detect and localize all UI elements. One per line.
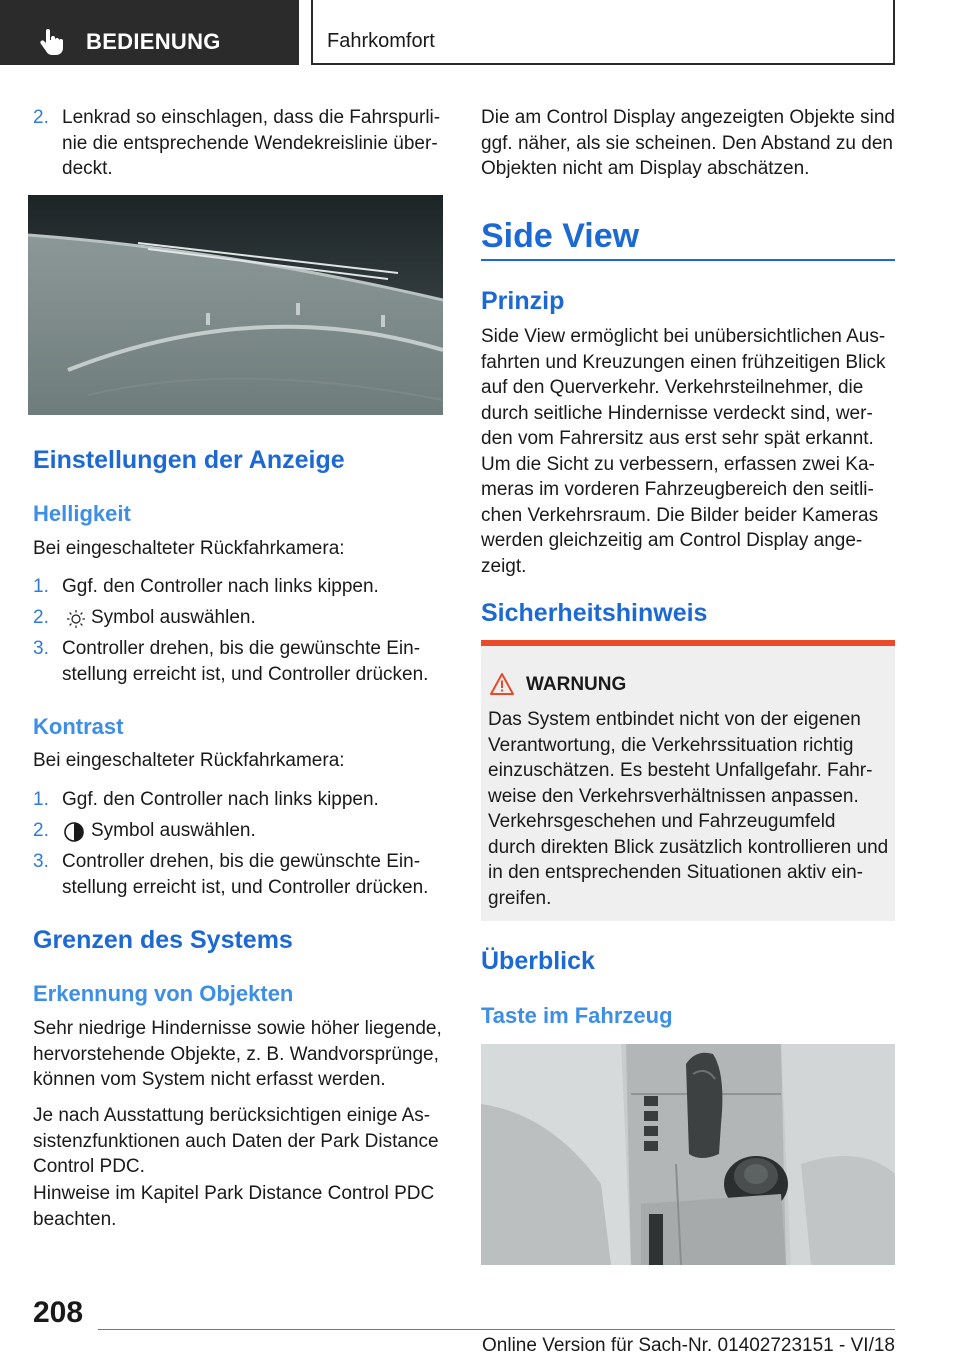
heading-side-view: Side View bbox=[481, 217, 640, 255]
text-line: können vom System nicht erfasst werden. bbox=[33, 1069, 386, 1090]
text-line: stellung erreicht ist, und Controller drücken. bbox=[62, 876, 429, 898]
step-text bbox=[62, 849, 447, 900]
contrast-icon bbox=[63, 821, 85, 843]
text-line: chen Verkehrsraum. Die Bilder beider Kameras bbox=[481, 504, 879, 526]
text-line: Objekten nicht am Display abschätzen. bbox=[481, 158, 810, 179]
sun-icon bbox=[66, 609, 86, 629]
text-line: Hinweise im Kapitel Park Distance Control PDC bbox=[33, 1183, 435, 1204]
heading-overview: Überblick bbox=[481, 947, 595, 975]
heading-limits: Grenzen des Systems bbox=[33, 926, 293, 954]
text-line: Sehr niedrige Hindernisse sowie höher liegende, bbox=[33, 1018, 442, 1039]
step-text bbox=[62, 636, 447, 687]
text-line: Das System entbindet nicht von der eigenen bbox=[488, 709, 861, 730]
detection-paragraph-2 bbox=[33, 1103, 453, 1180]
step-text: Ggf. den Controller nach links kippen. bbox=[62, 576, 379, 597]
section-label: BEDIENUNG bbox=[86, 29, 221, 54]
text-line: greifen. bbox=[488, 887, 552, 909]
step-number: 2. bbox=[33, 607, 49, 628]
warning-text bbox=[488, 707, 892, 911]
step-number: 2. bbox=[33, 107, 49, 128]
warning-box bbox=[481, 640, 895, 921]
step-number: 2. bbox=[33, 820, 49, 841]
text-line: stellung erreicht ist, und Controller drücken. bbox=[62, 663, 429, 685]
text-line: Control PDC. bbox=[33, 1156, 145, 1177]
text-line: auf den Querverkehr. Verkehrsteilnehmer, die bbox=[481, 377, 864, 398]
text-line: beachten. bbox=[33, 1208, 117, 1230]
heading-contrast: Kontrast bbox=[33, 714, 124, 739]
text-line: durch direkten Blick zusätzlich kontrollieren und bbox=[488, 836, 889, 858]
step-number: 3. bbox=[33, 851, 49, 872]
chapter-label: Fahrkomfort bbox=[327, 30, 435, 52]
heading-principle: Prinzip bbox=[481, 287, 565, 315]
text-line: Verantwortung, die Verkehrssituation richtig bbox=[488, 734, 854, 756]
text-line: Controller drehen, bis die gewünschte Ein‐ bbox=[62, 851, 421, 872]
text-line: einzuschätzen. Es besteht Unfallgefahr. Fahr‐ bbox=[488, 760, 873, 781]
text-line: Um die Sicht zu verbessern, erfassen zwei Ka‐ bbox=[481, 453, 875, 475]
header-chapter-tab bbox=[311, 0, 895, 65]
step-text: Symbol auswählen. bbox=[91, 607, 256, 628]
online-version-note: Online Version für Sach-Nr. 01402723151 - VI/18 bbox=[482, 1335, 895, 1356]
footer-rule bbox=[98, 1329, 895, 1330]
brightness-intro: Bei eingeschalteter Rückfahrkamera: bbox=[33, 538, 345, 559]
step-number: 1. bbox=[33, 576, 49, 597]
heading-brightness: Helligkeit bbox=[33, 501, 131, 526]
header-section-tab bbox=[0, 0, 299, 65]
text-line: hervorstehende Objekte, z. B. Wandvorsprünge, bbox=[33, 1043, 439, 1065]
text-line: Lenkrad so einschlagen, dass die Fahrspurli‐ bbox=[62, 107, 441, 128]
text-line: sistenzfunktionen auch Daten der Park Distance bbox=[33, 1130, 439, 1152]
contrast-intro: Bei eingeschalteter Rückfahrkamera: bbox=[33, 750, 345, 771]
heading-detection: Erkennung von Objekten bbox=[33, 981, 294, 1006]
text-line: Die am Control Display angezeigten Objekte sind bbox=[481, 107, 895, 128]
step-text: Symbol auswählen. bbox=[91, 820, 256, 841]
text-line: den vom Fahrersitz aus erst sehr spät erkannt. bbox=[481, 428, 874, 449]
text-line: deckt. bbox=[62, 158, 113, 179]
step-number: 1. bbox=[33, 789, 49, 810]
step-number: 3. bbox=[33, 638, 49, 659]
principle-paragraph bbox=[481, 324, 901, 579]
heading-settings: Einstellungen der Anzeige bbox=[33, 446, 345, 474]
warning-title: WARNUNG bbox=[526, 674, 627, 695]
text-line: nie die entsprechende Wendekreislinie über‐ bbox=[62, 132, 438, 154]
text-line: in den entsprechenden Situationen aktiv ein‐ bbox=[488, 862, 863, 883]
text-line: Controller drehen, bis die gewünschte Ein‐ bbox=[62, 638, 421, 659]
page-number: 208 bbox=[33, 1296, 84, 1329]
heading-button-in-vehicle: Taste im Fahrzeug bbox=[481, 1003, 673, 1028]
rear-camera-image bbox=[28, 195, 443, 415]
detection-paragraph-3 bbox=[33, 1181, 453, 1232]
heading-rule bbox=[481, 259, 895, 261]
text-line: meras im vorderen Fahrzeugbereich den seitli‐ bbox=[481, 479, 874, 500]
text-line: werden gleichzeitig am Control Display ange‐ bbox=[481, 530, 863, 551]
text-line: zeigt. bbox=[481, 555, 527, 577]
hand-pointer-icon bbox=[36, 27, 66, 57]
center-console-image bbox=[481, 1044, 895, 1265]
step-text: Ggf. den Controller nach links kippen. bbox=[62, 789, 379, 810]
text-line: Side View ermöglicht bei unübersichtlichen Aus‐ bbox=[481, 326, 886, 347]
warning-triangle-icon bbox=[489, 672, 515, 696]
intro-paragraph bbox=[481, 105, 901, 182]
text-line: fahrten und Kreuzungen einen frühzeitigen Blick bbox=[481, 351, 886, 373]
detection-paragraph-1 bbox=[33, 1016, 453, 1093]
text-line: ggf. näher, als sie scheinen. Den Abstand zu den bbox=[481, 132, 893, 154]
text-line: weise den Verkehrsverhältnissen anpassen. bbox=[488, 785, 859, 807]
text-line: durch seitliche Hindernisse verdeckt sind, wer‐ bbox=[481, 402, 873, 424]
text-line: Verkehrsgeschehen und Fahrzeugumfeld bbox=[488, 811, 836, 832]
step-text bbox=[62, 105, 447, 182]
heading-safety: Sicherheitshinweis bbox=[481, 599, 708, 627]
text-line: Je nach Ausstattung berücksichtigen einige As‐ bbox=[33, 1105, 431, 1126]
